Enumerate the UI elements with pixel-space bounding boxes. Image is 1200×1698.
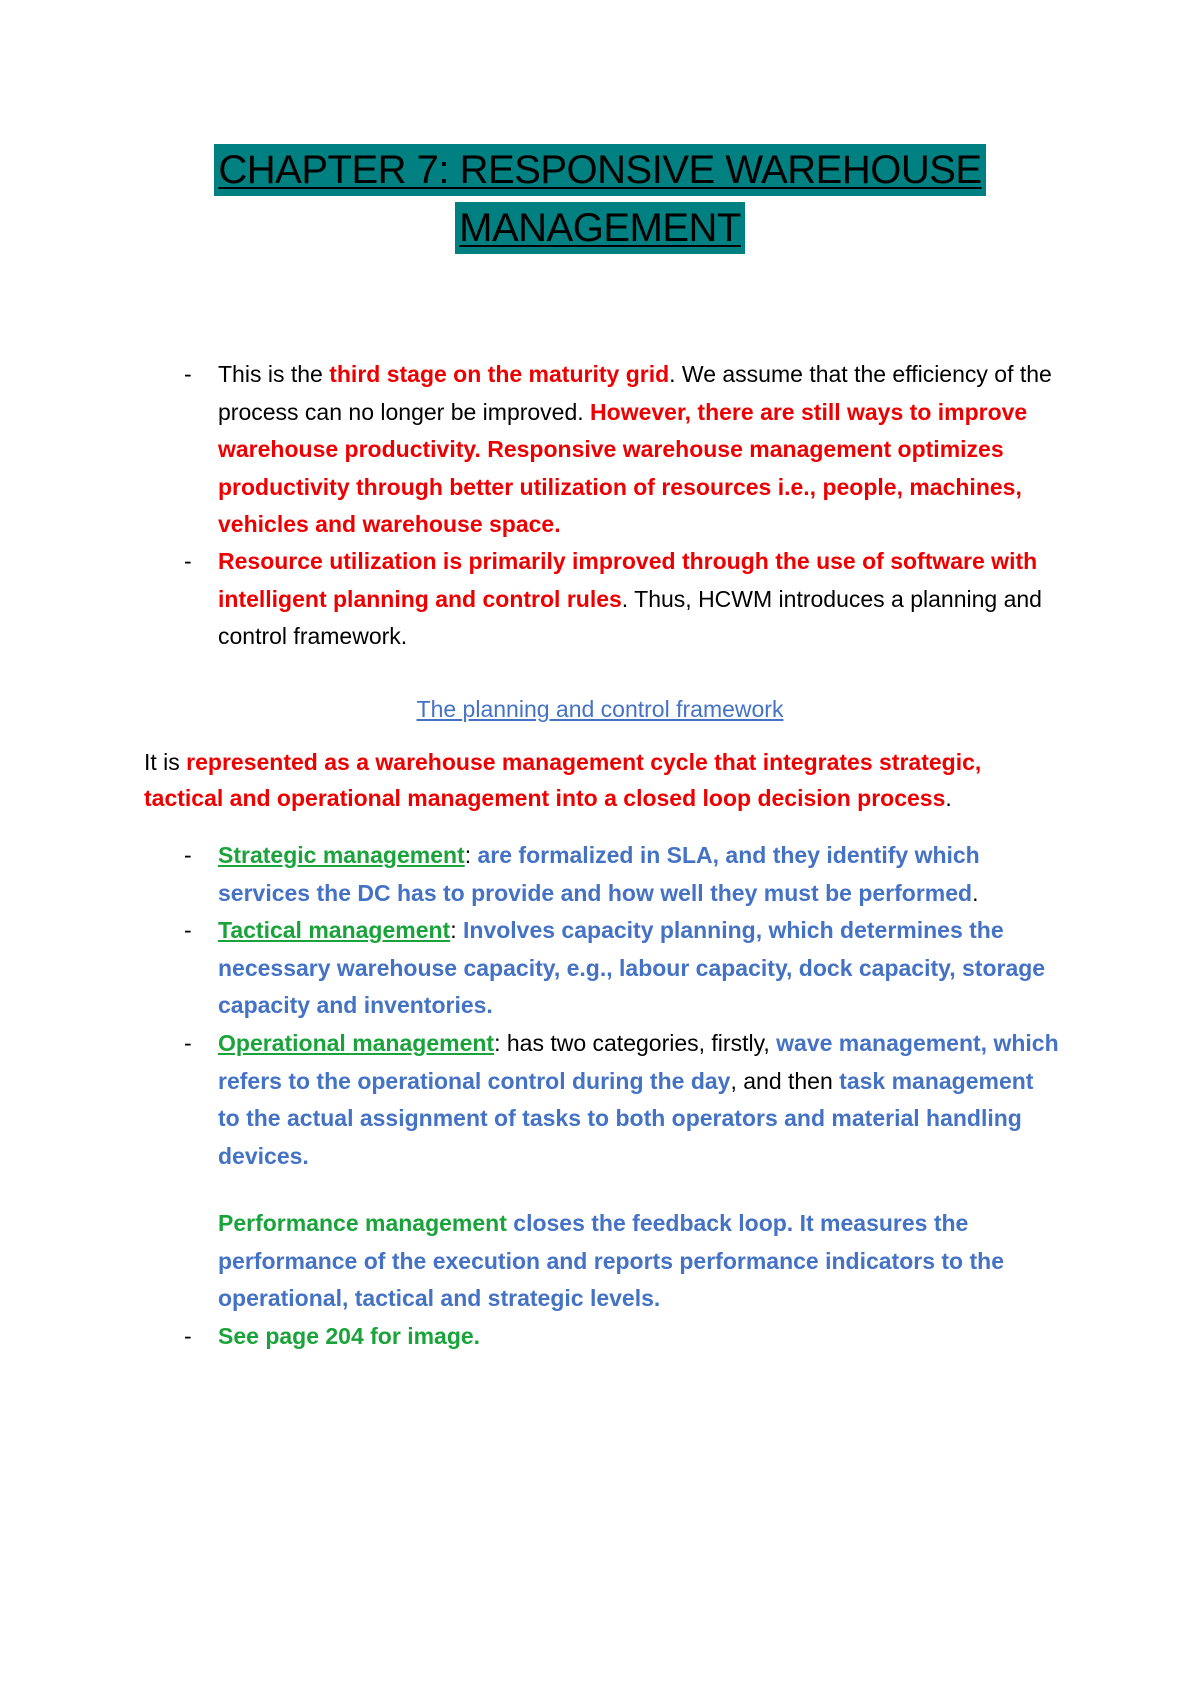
framework-paragraph-text-b: . xyxy=(945,785,952,811)
intro-bullet-1-highlight-b: However, there are still ways to improve warehouse productivity. Responsive warehouse management optimizes productivity through better utilization of resources i.e., people, machines, vehicles and warehouse space. xyxy=(218,398,1028,537)
bullet-dash: - xyxy=(184,842,192,868)
intro-bullet-2 xyxy=(184,543,1060,656)
tactical-desc: Involves capacity planning, which determines the necessary warehouse capacity, e.g., labour capacity, dock capacity, storage capacity and inventories. xyxy=(218,917,1046,1018)
bullet-dash: - xyxy=(184,1030,192,1056)
bullet-dash: - xyxy=(184,1323,192,1349)
tactical-sep: : xyxy=(450,917,463,943)
final-bullet xyxy=(184,1318,1060,1356)
intro-bullet-1-text-b: . We assume that the efficiency of the process can no longer be improved. xyxy=(218,361,1052,425)
chapter-title-line-2: MANAGEMENT xyxy=(455,202,745,254)
framework-paragraph-text-a: It is xyxy=(144,749,187,775)
strategic-bullet xyxy=(184,837,1060,912)
operational-desc-1: wave management, which refers to the operational control during the day xyxy=(218,1030,1059,1094)
chapter-title xyxy=(0,144,1200,254)
performance-paragraph xyxy=(218,1205,1060,1318)
framework-paragraph-highlight: represented as a warehouse management cycle that integrates strategic, tactical and operational management into a closed loop decision process xyxy=(144,749,982,811)
chapter-title-line-1: CHAPTER 7: RESPONSIVE WAREHOUSE xyxy=(214,144,985,196)
operational-desc-2: task management to the actual assignment of tasks to both operators and material handling devices. xyxy=(218,1067,1034,1169)
intro-bullet-1-text-a: This is the xyxy=(218,361,330,387)
strategic-sep: : xyxy=(464,842,478,868)
intro-bullet-2-text: . Thus, HCWM introduces a planning and control framework. xyxy=(218,585,1042,649)
operational-bullet xyxy=(184,1025,1060,1175)
bullet-dash: - xyxy=(184,361,192,387)
tactical-bullet xyxy=(184,912,1060,1025)
performance-desc: closes the feedback loop. It measures the performance of the execution and reports performance indicators to the operational, tactical and strategic levels. xyxy=(218,1210,1004,1311)
intro-bullet-1-highlight-a: third stage on the maturity grid xyxy=(329,361,670,387)
bullet-dash: - xyxy=(184,917,192,943)
intro-bullet-2-highlight: Resource utilization is primarily improved through the use of software with intelligent planning and control rules xyxy=(218,548,1038,612)
final-bullet-text: See page 204 for image. xyxy=(218,1323,481,1349)
performance-term: Performance management xyxy=(218,1210,507,1236)
operational-mid: , and then xyxy=(730,1067,840,1094)
intro-bullet-1 xyxy=(184,356,1060,544)
operational-term: Operational management xyxy=(218,1030,495,1056)
section-heading: The planning and control framework xyxy=(416,696,784,722)
bullet-dash: - xyxy=(184,548,192,574)
tactical-term: Tactical management xyxy=(218,917,451,943)
strategic-end: . xyxy=(972,879,979,906)
operational-sep: : has two categories, firstly, xyxy=(494,1030,777,1056)
framework-paragraph xyxy=(144,744,1064,816)
strategic-term: Strategic management xyxy=(218,842,465,868)
strategic-desc: are formalized in SLA, and they identify which services the DC has to provide and how well they must be performed xyxy=(218,842,980,906)
